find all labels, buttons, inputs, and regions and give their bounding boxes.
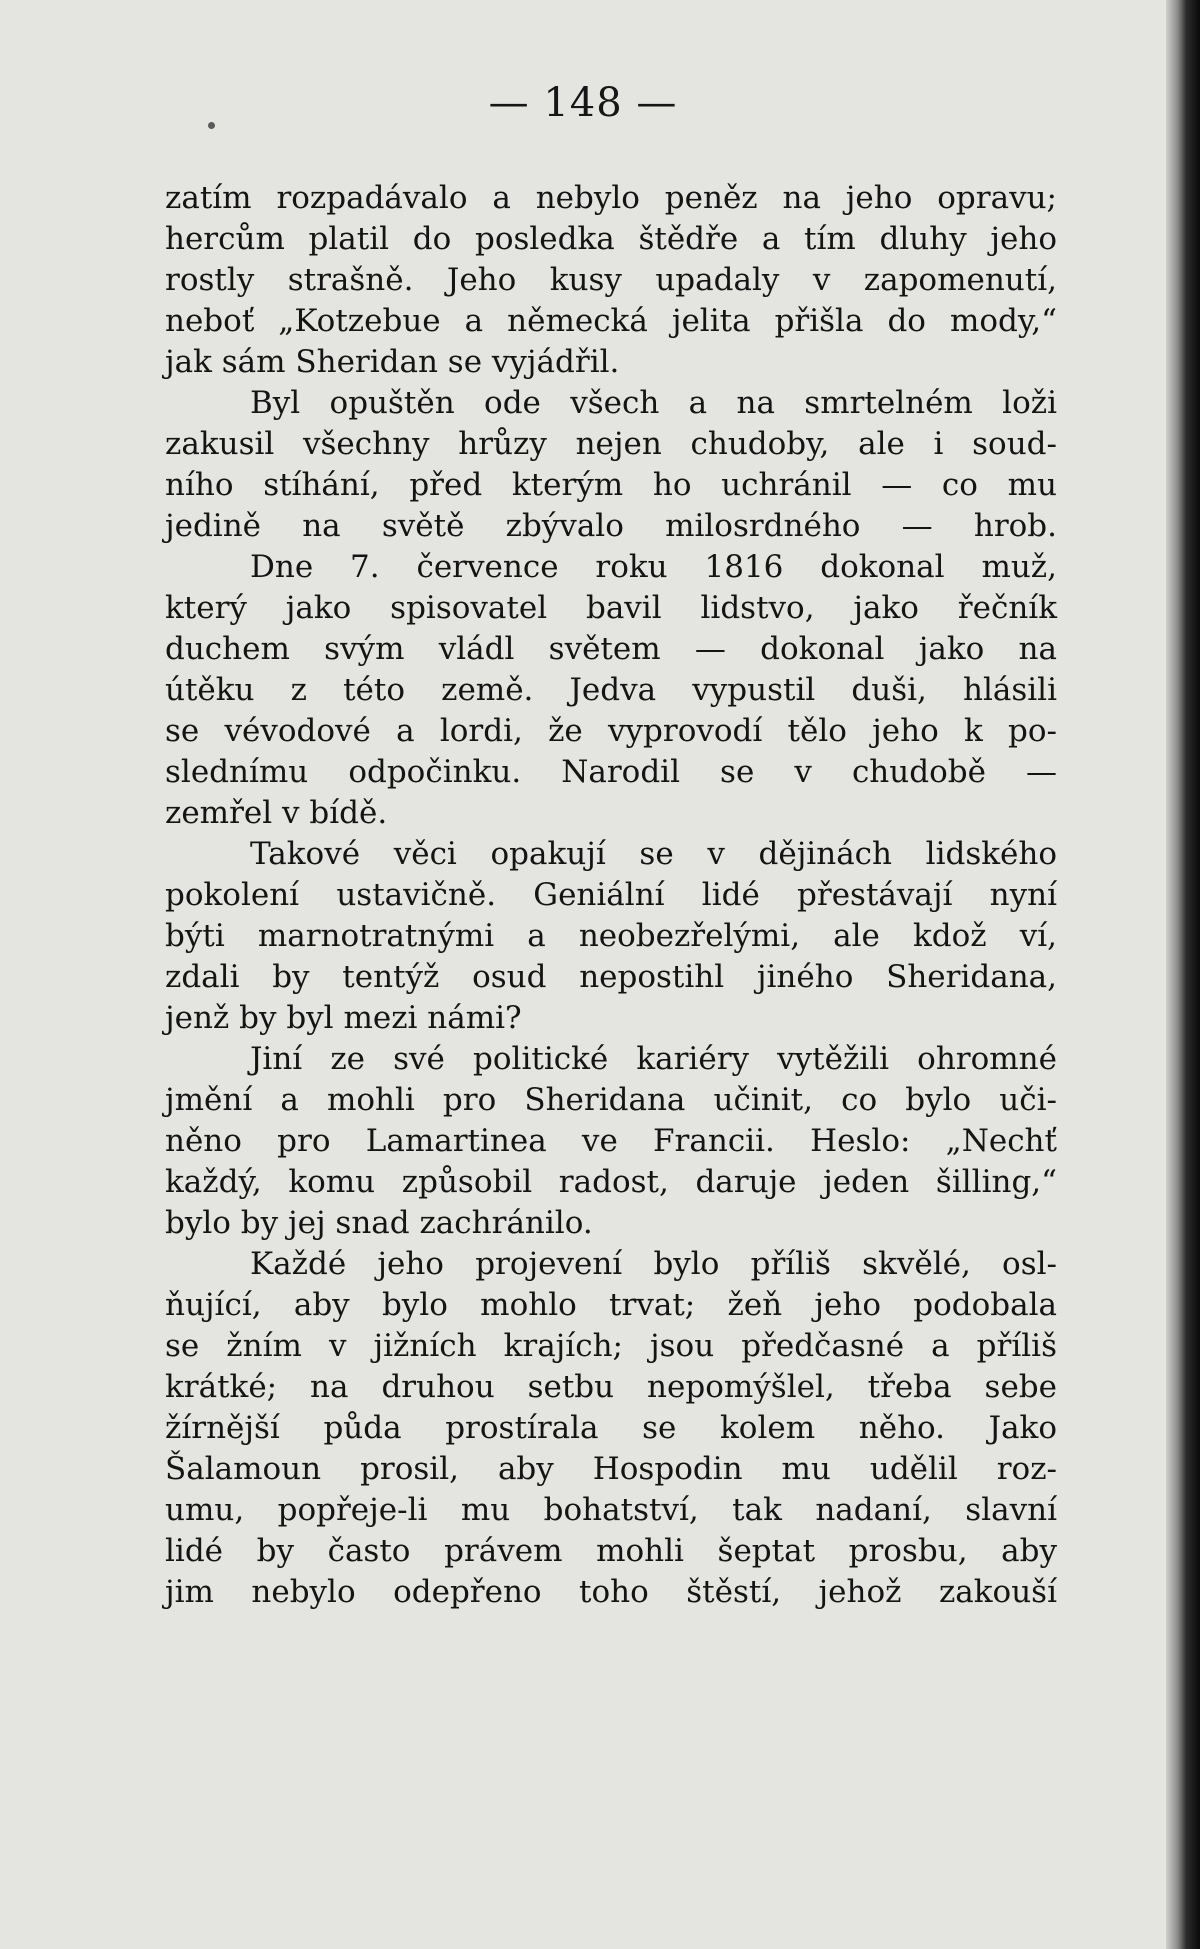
- text-line: jmění a mohli pro Sheridana učinit, co bylo uči-: [165, 1082, 1057, 1118]
- text-line: slednímu odpočinku. Narodil se v chudobě —: [165, 754, 1057, 790]
- text-line: něno pro Lamartinea ve Francii. Heslo: „Nechť: [165, 1123, 1057, 1159]
- text-line: býti marnotratnými a neobezřelými, ale kdož ví,: [165, 918, 1057, 954]
- text-line: Byl opuštěn ode všech a na smrtelném loži: [250, 385, 1057, 421]
- text-line: který jako spisovatel bavil lidstvo, jako řečník: [165, 590, 1057, 626]
- text-line: zdali by tentýž osud nepostihl jiného Sheridana,: [165, 959, 1057, 995]
- text-line: ňující, aby bylo mohlo trvat; žeň jeho podobala: [165, 1287, 1057, 1323]
- body-text: [165, 178, 1057, 1613]
- text-line: neboť „Kotzebue a německá jelita přišla do mody,“: [165, 303, 1057, 339]
- text-line: se žním v jižních krajích; jsou předčasné a příliš: [165, 1328, 1057, 1364]
- text-line: pokolení ustavičně. Geniální lidé přestávají nyní: [165, 877, 1057, 913]
- text-line: Každé jeho projevení bylo příliš skvělé, osl-: [250, 1246, 1057, 1282]
- text-line: zemřel v bídě.: [165, 795, 388, 831]
- text-line: hercům platil do posledka štědře a tím dluhy jeho: [165, 221, 1057, 257]
- text-line: krátké; na druhou setbu nepomýšlel, třeba sebe: [165, 1369, 1057, 1405]
- text-line: bylo by jej snad zachránilo.: [165, 1205, 593, 1241]
- text-line: umu, popřeje-li mu bohatství, tak nadaní, slavní: [165, 1492, 1057, 1528]
- text-line: jak sám Sheridan se vyjádřil.: [165, 344, 620, 380]
- text-line: Šalamoun prosil, aby Hospodin mu udělil roz-: [165, 1451, 1057, 1487]
- scan-binding-edge: [1166, 0, 1200, 1949]
- text-line: žírnější půda prostírala se kolem něho. Jako: [165, 1410, 1057, 1446]
- ink-speck: [208, 122, 215, 129]
- text-line: zatím rozpadávalo a nebylo peněz na jeho opravu;: [165, 180, 1057, 216]
- text-line: rostly strašně. Jeho kusy upadaly v zapomenutí,: [165, 262, 1057, 298]
- text-line: duchem svým vládl světem — dokonal jako na: [165, 631, 1057, 667]
- text-line: každý, komu způsobil radost, daruje jeden šilling,“: [165, 1164, 1057, 1200]
- text-line: Takové věci opakují se v dějinách lidského: [250, 836, 1057, 872]
- text-line: se vévodové a lordi, že vyprovodí tělo jeho k po-: [165, 713, 1057, 749]
- text-line: lidé by často právem mohli šeptat prosbu, aby: [165, 1533, 1057, 1569]
- text-line: jim nebylo odepřeno toho štěstí, jehož zakouší: [165, 1574, 1057, 1610]
- text-line: Jiní ze své politické kariéry vytěžili ohromné: [250, 1041, 1057, 1077]
- text-line: zakusil všechny hrůzy nejen chudoby, ale i soud-: [165, 426, 1057, 462]
- page-number: — 148 —: [488, 80, 678, 126]
- text-line: jedině na světě zbývalo milosrdného — hrob.: [165, 508, 1057, 544]
- text-line: útěku z této země. Jedva vypustil duši, hlásili: [165, 672, 1057, 708]
- text-line: ního stíhání, před kterým ho uchránil — co mu: [165, 467, 1057, 503]
- text-line: Dne 7. července roku 1816 dokonal muž,: [250, 549, 1057, 585]
- text-line: jenž by byl mezi námi?: [165, 1000, 522, 1036]
